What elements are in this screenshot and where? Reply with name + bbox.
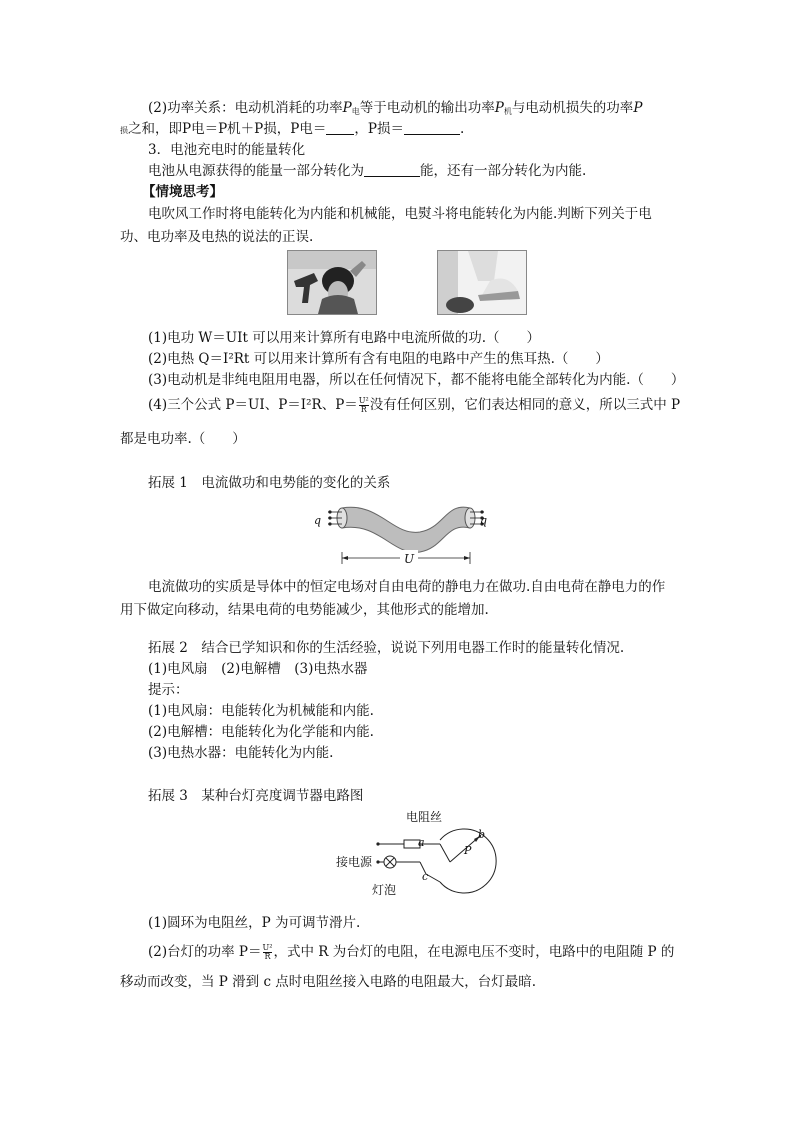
- power-relation-line2: 损之和，即P电＝P机＋P损，P电＝ ，P损＝ .: [120, 121, 465, 137]
- answer-blank-psun[interactable]: [404, 121, 460, 135]
- ext2-heading: 拓展 2 结合已学知识和你的生活经验，说说下列用电器工作时的能量转化情况.: [148, 640, 625, 656]
- situation-intro: 电吹风工作时将电能转化为内能和机械能，电熨斗将电能转化为内能.判断下列关于电功、电功率及电热的说法的正误.: [120, 206, 652, 245]
- item3-heading: 3．电池充电时的能量转化: [148, 142, 306, 158]
- answer-blank-energy[interactable]: [364, 163, 420, 177]
- situation-heading: 【情境思考】: [142, 184, 223, 200]
- label-power-source: 接电源: [336, 855, 373, 869]
- item3-text: 电池从电源获得的能量一部分转化为 能，还有一部分转化为内能.: [148, 163, 587, 179]
- ext3-text-2-line1: (2)台灯的功率 P＝ $\frac{\text{U²}}{R}$ ，式中 R 为台灯的电阻，在电源电压不变时，电路中的电阻随 P 的: [148, 943, 675, 961]
- charge-label-right: q: [480, 514, 488, 527]
- label-point-b: b: [478, 828, 486, 841]
- iron-photo: [437, 250, 527, 315]
- ext2-items: (1)电风扇 (2)电解槽 (3)电热水器: [148, 661, 368, 677]
- label-point-a: a: [418, 836, 425, 849]
- ext2-answer-2: (2)电解槽：电能转化为化学能和内能.: [148, 724, 374, 740]
- judge-q4-line1: (4)三个公式 P＝UI、P＝I²R、P＝ $\frac{\text{U²}}{R}$ 没有任何区别，它们表达相同的意义，所以三式中 P: [148, 396, 681, 414]
- judge-q4-line2: 都是电功率.（ ）: [120, 431, 246, 447]
- ext2-hint: 提示：: [148, 682, 189, 698]
- fraction-u2-over-r-2: $\frac{\text{U²}}{R}$: [262, 943, 273, 961]
- ext3-heading: 拓展 3 某种台灯亮度调节器电路图: [148, 788, 364, 804]
- charge-label-left: q: [314, 514, 322, 527]
- power-relation-line1: (2)功率关系：电动机消耗的功率$P_电$等于电动机的输出功率$P_机$与电动机损失的功率P: [148, 100, 643, 116]
- hairdryer-photo: [287, 250, 377, 315]
- judge-q1: (1)电功 W＝UIt 可以用来计算所有电路中电流所做的功.（ ）: [148, 330, 541, 346]
- label-slider-p: P: [464, 844, 472, 857]
- ext3-text-1: (1)圆环为电阻丝，P 为可调节滑片.: [148, 915, 361, 931]
- ext2-answer-1: (1)电风扇：电能转化为机械能和内能.: [148, 703, 374, 719]
- ext1-heading: 拓展 1 电流做功和电势能的变化的关系: [148, 475, 391, 491]
- voltage-label: U: [400, 550, 418, 568]
- label-bulb: 灯泡: [372, 883, 397, 897]
- ext3-text-2-line2: 移动而改变，当 P 滑到 c 点时电阻丝接入电路的电阻最大，台灯最暗.: [120, 974, 537, 990]
- ext1-text: 电流做功的实质是导体中的恒定电场对自由电荷的静电力在做功.自由电荷在静电力的作用下做定向移动，结果电荷的电势能减少，其他形式的能增加.: [120, 579, 666, 618]
- judge-q2: (2)电热 Q＝I²Rt 可以用来计算所有含有电阻的电路中产生的焦耳热.（ ）: [148, 351, 609, 367]
- label-resistance-wire: 电阻丝: [406, 810, 443, 824]
- judge-q3: (3)电动机是非纯电阻用电器，所以在任何情况下，都不能将电能全部转化为内能.（ ）: [148, 372, 685, 388]
- ext2-answer-3: (3)电热水器：电能转化为内能.: [148, 745, 334, 761]
- fraction-u2-over-r: $\frac{\text{U²}}{R}$: [358, 396, 369, 414]
- label-point-c: c: [422, 870, 429, 883]
- answer-blank-pdian[interactable]: [326, 121, 354, 135]
